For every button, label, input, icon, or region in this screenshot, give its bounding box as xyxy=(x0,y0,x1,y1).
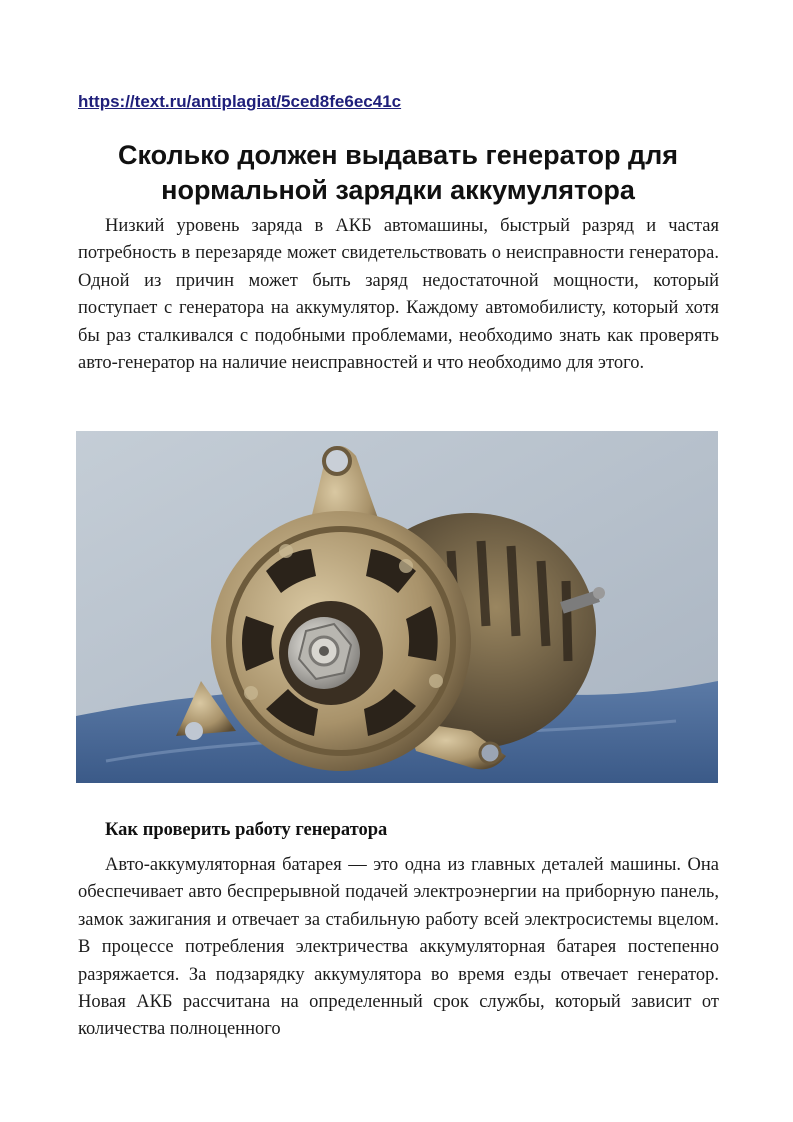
page-title: Сколько должен выдавать генератор для нормальной зарядки аккумулятора xyxy=(118,140,678,205)
alternator-photo xyxy=(76,431,718,783)
source-link[interactable]: https://text.ru/antiplagiat/5ced8fe6ec41c xyxy=(78,92,402,111)
section-paragraph: Авто-аккумуляторная батарея — это одна из главных деталей машины. Она обеспечивает авто беспрерывной подачей электроэнергии на приборную панель, замок зажигания и отвечает за стабильную работу всей электросистемы вцелом. В процессе потребления электричества аккумуляторная батарея постепенно разряжается. За подзарядку аккумулятора во время езды отвечает генератор. Новая АКБ рассчитана на определенный срок службы, который зависит от количества полноценного xyxy=(78,855,719,1040)
intro-paragraph: Низкий уровень заряда в АКБ автомашины, быстрый разряд и частая потребность в перезаряде может свидетельствовать о неисправности генератора. Одной из причин может быть заряд недостаточной мощности, который поступает с генератора на аккумулятор. Каждому автомобилисту, который хотя бы раз сталкивался с подобными проблемами, необходимо знать как проверять авто-генератор на наличие неисправностей и что необходимо для этого. xyxy=(78,216,719,374)
section-heading: Как проверить работу генератора xyxy=(105,820,388,840)
